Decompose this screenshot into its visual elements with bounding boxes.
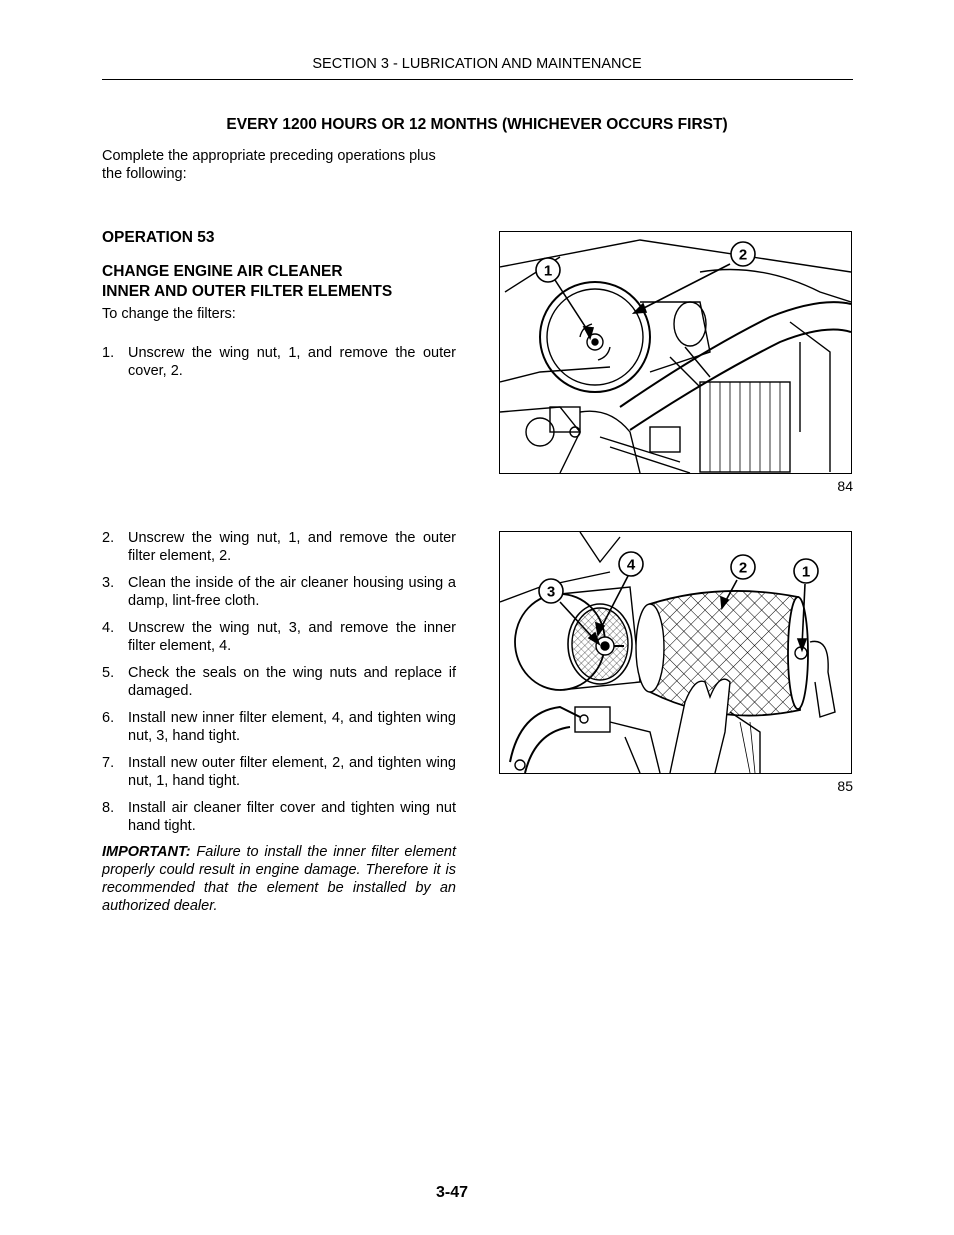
list-item xyxy=(102,619,456,655)
list-item xyxy=(102,664,456,700)
important-text: Failure to install the inner filter element properly could result in engine damage. Therefore it is recommended that the element be installed by an authorized dealer. xyxy=(102,844,456,914)
operation-heading-line1: CHANGE ENGINE AIR CLEANER xyxy=(102,263,343,280)
list-item xyxy=(102,754,456,790)
figure-84-callouts xyxy=(536,242,755,282)
step-text: Unscrew the wing nut, 1, and remove the outer filter element, 2. xyxy=(128,530,456,564)
step-number: 1. xyxy=(102,345,115,361)
step-text: Install new outer filter element, 2, and tighten wing nut, 1, hand tight. xyxy=(128,755,456,789)
figure-number: 85 xyxy=(837,778,853,794)
list-item xyxy=(102,529,456,565)
page-number: 3-47 xyxy=(435,1184,469,1201)
step-text: Clean the inside of the air cleaner housing using a damp, lint-free cloth. xyxy=(128,575,456,609)
step-number: 6. xyxy=(102,710,115,726)
list-item xyxy=(102,709,456,745)
operation-heading xyxy=(102,262,462,302)
figure-84-air-cleaner-cover xyxy=(499,231,852,474)
figure-84-illustration xyxy=(500,232,851,473)
operation-heading-line2: INNER AND OUTER FILTER ELEMENTS xyxy=(102,283,393,300)
intro-text: Complete the appropriate preceding operations plus the following: xyxy=(102,148,436,182)
step-number: 7. xyxy=(102,755,115,771)
step-number: 5. xyxy=(102,665,115,681)
operation-label: OPERATION 53 xyxy=(102,229,215,246)
callout-2: 2 xyxy=(738,559,748,577)
step-text: Unscrew the wing nut, 3, and remove the inner filter element, 4. xyxy=(128,620,456,654)
section-header: SECTION 3 - LUBRICATION AND MAINTENANCE xyxy=(312,56,642,72)
important-label: IMPORTANT: xyxy=(102,844,191,860)
step-number: 8. xyxy=(102,800,115,816)
callout-1: 1 xyxy=(801,563,811,581)
callout-2: 2 xyxy=(738,246,748,264)
list-item xyxy=(102,799,456,835)
step-text: Install air cleaner filter cover and tighten wing nut hand tight. xyxy=(128,800,456,834)
steps-list-2 xyxy=(102,529,456,835)
figure-85-filter-elements xyxy=(499,531,852,774)
step-text: Unscrew the wing nut, 1, and remove the outer cover, 2. xyxy=(128,345,456,379)
callout-4: 4 xyxy=(626,556,636,574)
step-number: 4. xyxy=(102,620,115,636)
callout-3: 3 xyxy=(546,583,556,601)
step-number: 2. xyxy=(102,530,115,546)
list-item xyxy=(102,574,456,610)
page-title: EVERY 1200 HOURS OR 12 MONTHS (WHICHEVER OCCURS FIRST) xyxy=(226,116,728,133)
header-rule xyxy=(102,79,853,80)
important-note xyxy=(102,843,456,915)
list-item xyxy=(102,344,456,380)
figure-85-illustration xyxy=(500,532,851,773)
step-number: 3. xyxy=(102,575,115,591)
operation-lead: To change the filters: xyxy=(102,306,236,322)
callout-1: 1 xyxy=(543,262,553,280)
step-text: Install new inner filter element, 4, and tighten wing nut, 3, hand tight. xyxy=(128,710,456,744)
steps-list-1 xyxy=(102,344,456,380)
figure-number: 84 xyxy=(837,478,853,494)
step-text: Check the seals on the wing nuts and replace if damaged. xyxy=(128,665,456,699)
